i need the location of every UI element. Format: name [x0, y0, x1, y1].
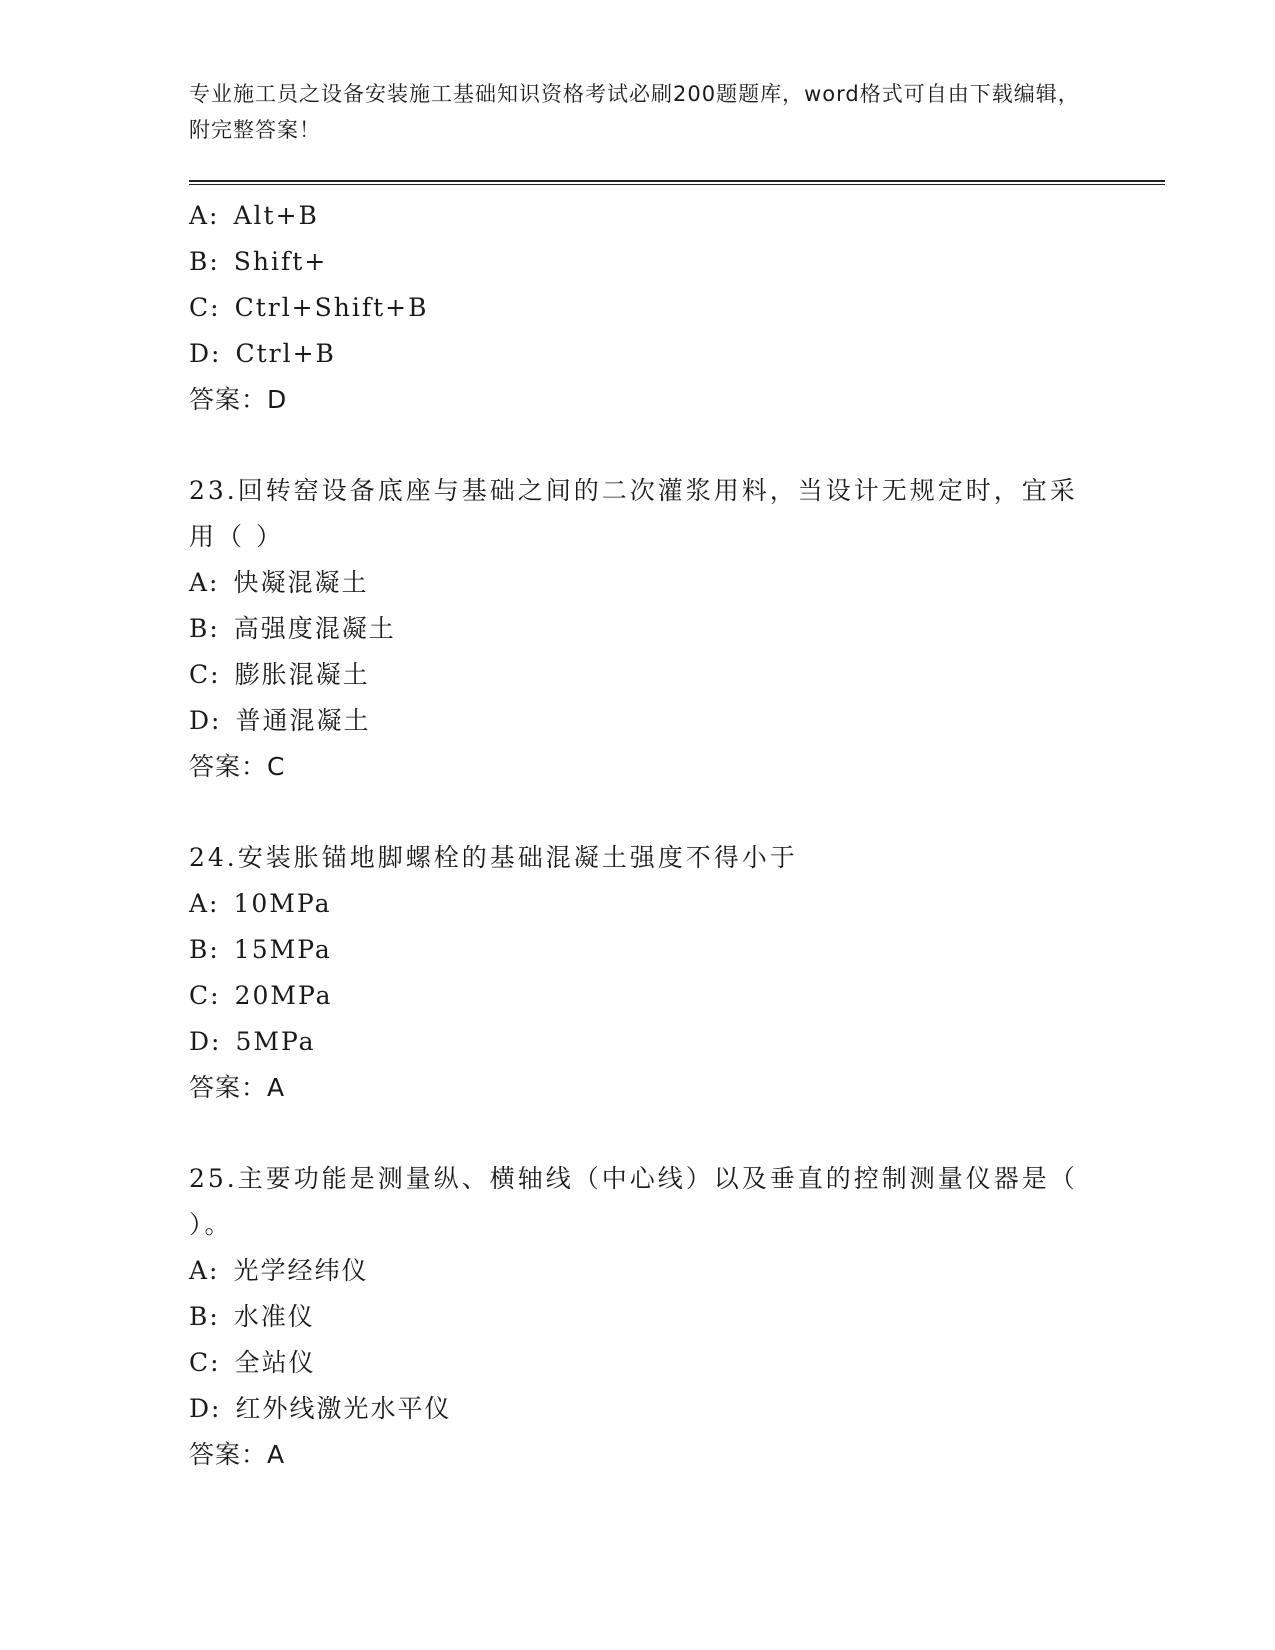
option-b — [189, 927, 1089, 973]
question-text: 23.回转窑设备底座与基础之间的二次灌浆用料，当设计无规定时，宜采用（ ） — [189, 476, 1078, 551]
option-label: C: — [189, 660, 221, 689]
option-label: D: — [189, 339, 222, 368]
option-label: D: — [189, 706, 222, 735]
option-text: 红外线激光水平仪 — [235, 1394, 452, 1423]
option-text: 快凝混凝土 — [233, 568, 369, 597]
answer-line: 答案：A — [189, 1073, 286, 1102]
option-label: D: — [189, 1394, 222, 1423]
answer-line: 答案：D — [189, 385, 288, 414]
option-label: A: — [189, 201, 220, 230]
page-header-title: 专业施工员之设备安装施工基础知识资格考试必刷200题题库，word格式可自由下载编辑，附完整答案！ — [189, 82, 1080, 142]
option-text: 全站仪 — [234, 1348, 316, 1377]
option-a — [189, 193, 1089, 239]
option-c — [189, 973, 1089, 1019]
option-label: C: — [189, 293, 221, 322]
question-text: 25.主要功能是测量纵、横轴线（中心线）以及垂直的控制测量仪器是（ ）。 — [189, 1164, 1078, 1239]
option-a — [189, 560, 1089, 606]
question-block-23 — [189, 468, 1089, 790]
question-block-partial — [189, 193, 1089, 423]
option-text: 20MPa — [234, 981, 333, 1010]
option-b — [189, 239, 1089, 285]
option-label: C: — [189, 981, 221, 1010]
option-text: 5MPa — [235, 1027, 316, 1056]
option-text: 光学经纬仪 — [233, 1256, 369, 1285]
option-label: B: — [189, 1302, 220, 1331]
option-c — [189, 285, 1089, 331]
question-block-25 — [189, 1156, 1089, 1478]
option-c — [189, 652, 1089, 698]
option-b — [189, 606, 1089, 652]
option-label: C: — [189, 1348, 221, 1377]
option-label: B: — [189, 247, 220, 276]
option-text: Alt+B — [233, 201, 319, 230]
option-a — [189, 881, 1089, 927]
option-text: Ctrl+Shift+B — [234, 293, 429, 322]
option-d — [189, 698, 1089, 744]
option-text: 10MPa — [233, 889, 332, 918]
option-text: 15MPa — [233, 935, 332, 964]
question-text: 24.安装胀锚地脚螺栓的基础混凝土强度不得小于 — [189, 843, 798, 872]
option-d — [189, 1019, 1089, 1065]
option-text: 高强度混凝土 — [233, 614, 396, 643]
option-d — [189, 331, 1089, 377]
option-c — [189, 1340, 1089, 1386]
header-divider — [189, 180, 1165, 185]
option-label: B: — [189, 614, 220, 643]
option-label: A: — [189, 568, 220, 597]
option-text: 普通混凝土 — [235, 706, 371, 735]
option-text: 膨胀混凝土 — [234, 660, 370, 689]
option-text: Shift+ — [233, 247, 328, 276]
option-b — [189, 1294, 1089, 1340]
answer-line: 答案：C — [189, 752, 286, 781]
document-body — [189, 193, 1089, 1478]
option-label: D: — [189, 1027, 222, 1056]
option-text: Ctrl+B — [235, 339, 336, 368]
option-text: 水准仪 — [233, 1302, 315, 1331]
option-label: A: — [189, 889, 220, 918]
option-label: B: — [189, 935, 220, 964]
option-d — [189, 1386, 1089, 1432]
option-label: A: — [189, 1256, 220, 1285]
answer-line: 答案：A — [189, 1440, 286, 1469]
question-block-24 — [189, 835, 1089, 1111]
option-a — [189, 1248, 1089, 1294]
